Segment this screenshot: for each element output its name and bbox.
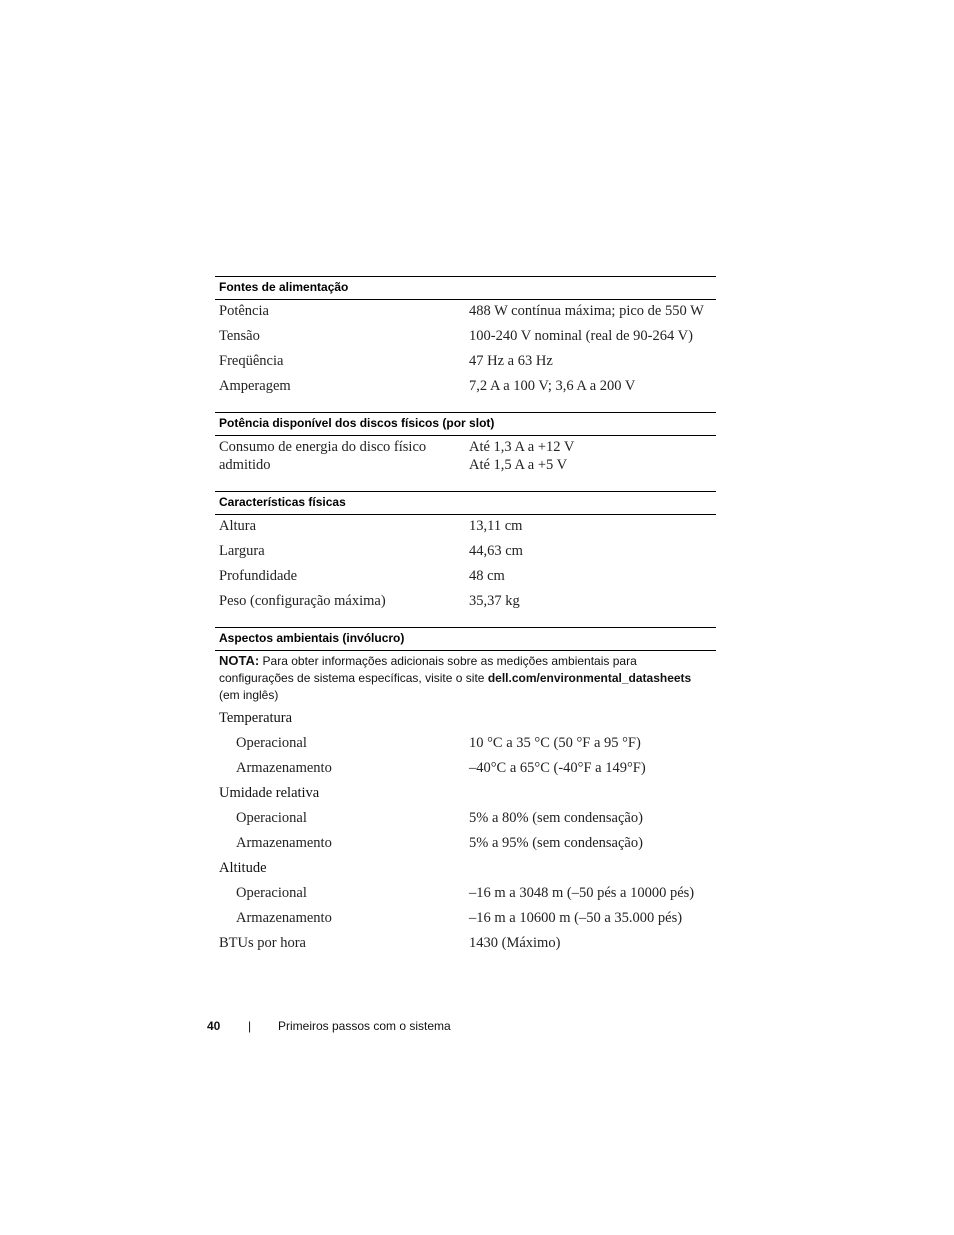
spec-label: Potência: [219, 303, 269, 319]
group-label: Altitude: [219, 860, 267, 876]
section-title-physical: Características físicas: [215, 491, 716, 515]
spec-value: 44,63 cm: [469, 543, 523, 559]
spec-row: [215, 517, 716, 542]
spec-row: [215, 302, 716, 327]
page-number: 40: [207, 1019, 221, 1033]
spec-label: Altura: [219, 518, 257, 534]
spec-value: –16 m a 3048 m (–50 pés a 10000 pés): [469, 885, 695, 901]
spec-label: Armazenamento: [236, 835, 332, 851]
spec-row: [215, 809, 716, 834]
spec-label: Tensão: [219, 328, 260, 344]
spec-row: [215, 352, 716, 377]
group-altitude: [215, 859, 716, 884]
section-title-disk-power: Potência disponível dos discos físicos (por slot): [215, 412, 716, 436]
disk-power-rows: [215, 436, 716, 480]
spec-value: 13,11 cm: [469, 518, 523, 534]
spec-row: [215, 592, 716, 617]
spec-label: Operacional: [236, 735, 307, 751]
footer-title: Primeiros passos com o sistema: [278, 1019, 451, 1033]
spec-label: Freqüência: [219, 353, 284, 369]
group-humidity: [215, 784, 716, 809]
note-tag: NOTA:: [219, 653, 260, 668]
spec-label: Consumo de energia do disco físico admitido: [219, 439, 427, 473]
spec-row: [215, 438, 716, 480]
spec-value: 1430 (Máximo): [469, 935, 561, 951]
spec-value-line: Até 1,5 A a +5 V: [469, 457, 568, 473]
spec-row: [215, 327, 716, 352]
datasheet-link[interactable]: dell.com/environmental_datasheets: [487, 671, 692, 685]
note-text-suffix: (em inglês): [219, 688, 279, 702]
footer-separator: |: [248, 1019, 252, 1033]
section-title-power: Fontes de alimentação: [215, 276, 716, 300]
group-temperature: [215, 709, 716, 734]
spec-value: 5% a 95% (sem condensação): [469, 835, 643, 851]
physical-rows: [215, 515, 716, 617]
note: [215, 651, 716, 707]
group-label: Temperatura: [219, 710, 293, 726]
spec-row: [215, 734, 716, 759]
spec-label: Operacional: [236, 810, 307, 826]
spec-label: Amperagem: [219, 378, 291, 394]
section-title-environmental: Aspectos ambientais (invólucro): [215, 627, 716, 651]
power-rows: [215, 300, 716, 402]
spec-label: Largura: [219, 543, 265, 559]
spec-row: [215, 542, 716, 567]
spec-value: –40°C a 65°C (-40°F a 149°F): [469, 760, 646, 776]
spec-row: [215, 909, 716, 934]
spec-label: Profundidade: [219, 568, 298, 584]
spec-value: –16 m a 10600 m (–50 a 35.000 pés): [469, 910, 683, 926]
spec-row: [215, 884, 716, 909]
spec-value: [469, 438, 574, 474]
spec-row: [215, 377, 716, 402]
spec-label: Peso (configuração máxima): [219, 593, 386, 609]
spec-value-line: Até 1,3 A a +12 V: [469, 439, 575, 455]
spec-value: 48 cm: [469, 568, 505, 584]
spec-value: 5% a 80% (sem condensação): [469, 810, 643, 826]
spec-table: [215, 276, 716, 959]
spec-value: 488 W contínua máxima; pico de 550 W: [469, 303, 704, 319]
spec-label: Operacional: [236, 885, 307, 901]
spec-value: 7,2 A a 100 V; 3,6 A a 200 V: [469, 378, 636, 394]
spec-row: [215, 567, 716, 592]
spec-value: 35,37 kg: [469, 593, 520, 609]
spec-label: BTUs por hora: [219, 935, 306, 951]
spec-value: 10 °C a 35 °C (50 °F a 95 °F): [469, 735, 641, 751]
environmental-rows: [215, 707, 716, 959]
spec-row: [215, 759, 716, 784]
spec-label: Armazenamento: [236, 760, 332, 776]
spec-value: 47 Hz a 63 Hz: [469, 353, 553, 369]
spec-value: 100-240 V nominal (real de 90-264 V): [469, 328, 693, 344]
group-label: Umidade relativa: [219, 785, 320, 801]
spec-label: Armazenamento: [236, 910, 332, 926]
spec-row: [215, 934, 716, 959]
note-text: Para obter informações adicionais sobre as medições ambientais para configurações de sistema específicas, visite o site: [219, 654, 637, 685]
spec-row: [215, 834, 716, 859]
